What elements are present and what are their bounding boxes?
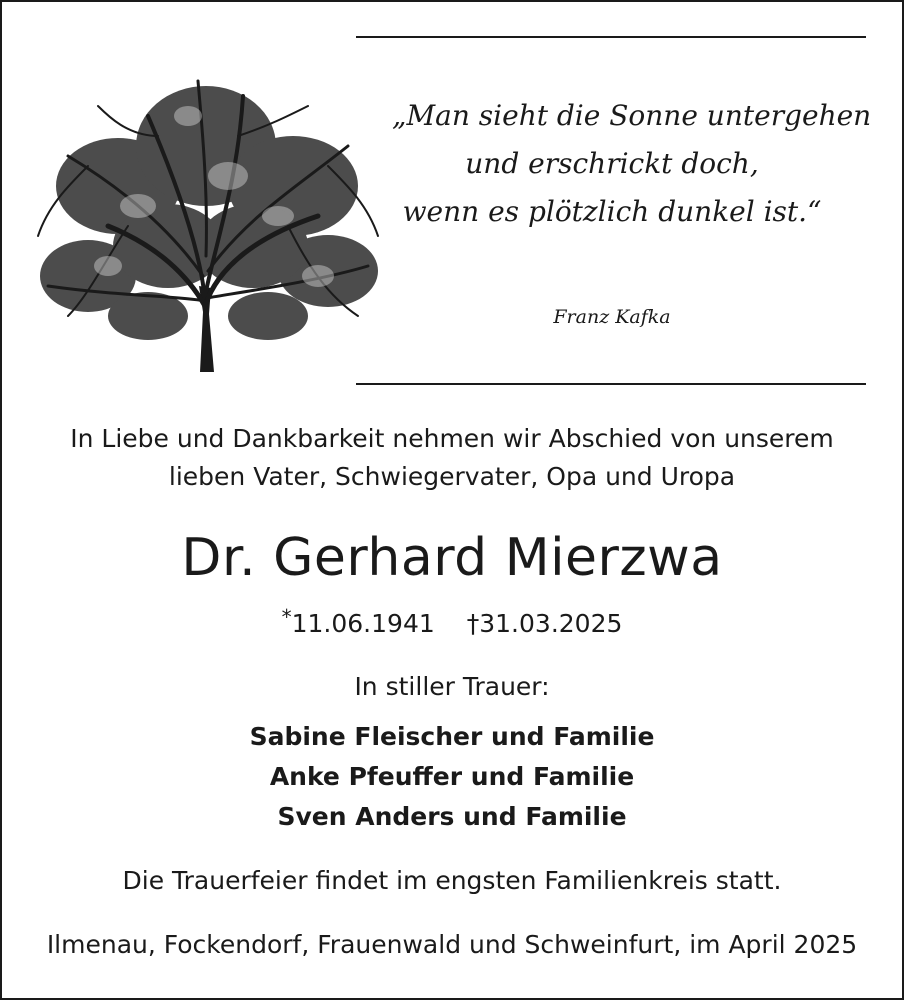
quote-author: Franz Kafka	[553, 306, 671, 328]
intro-text	[2, 420, 902, 496]
death-symbol: †	[466, 609, 480, 638]
quote-line: und erschrickt doch,	[465, 147, 759, 180]
birth-symbol: *	[281, 605, 292, 629]
intro-line: In Liebe und Dankbarkeit nehmen wir Abschied von unserem	[70, 424, 834, 453]
mourner-family: Sabine Fleischer und Familie	[249, 722, 655, 751]
mourner-family: Sven Anders und Familie	[277, 802, 627, 831]
tree-illustration	[28, 76, 382, 372]
mourning-heading: In stiller Trauer:	[354, 672, 550, 701]
quote-line: „Man sieht die Sonne untergehen	[392, 99, 872, 132]
death-date: 31.03.2025	[479, 609, 623, 638]
deceased-name: Dr. Gerhard Mierzwa	[181, 528, 723, 588]
life-dates	[2, 605, 902, 638]
quote-line: wenn es plötzlich dunkel ist.“	[402, 195, 822, 228]
intro-line: lieben Vater, Schwiegervater, Opa und Uropa	[168, 462, 736, 491]
birth-date: 11.06.1941	[291, 609, 435, 638]
bottom-divider	[356, 383, 866, 385]
place-and-date: Ilmenau, Fockendorf, Frauenwald und Schweinfurt, im April 2025	[46, 930, 858, 959]
ceremony-note: Die Trauerfeier findet im engsten Familienkreis statt.	[122, 866, 782, 895]
kafka-quote	[392, 92, 872, 236]
mourner-family: Anke Pfeuffer und Familie	[269, 762, 635, 791]
mourner-list	[2, 717, 902, 837]
top-divider	[356, 36, 866, 38]
